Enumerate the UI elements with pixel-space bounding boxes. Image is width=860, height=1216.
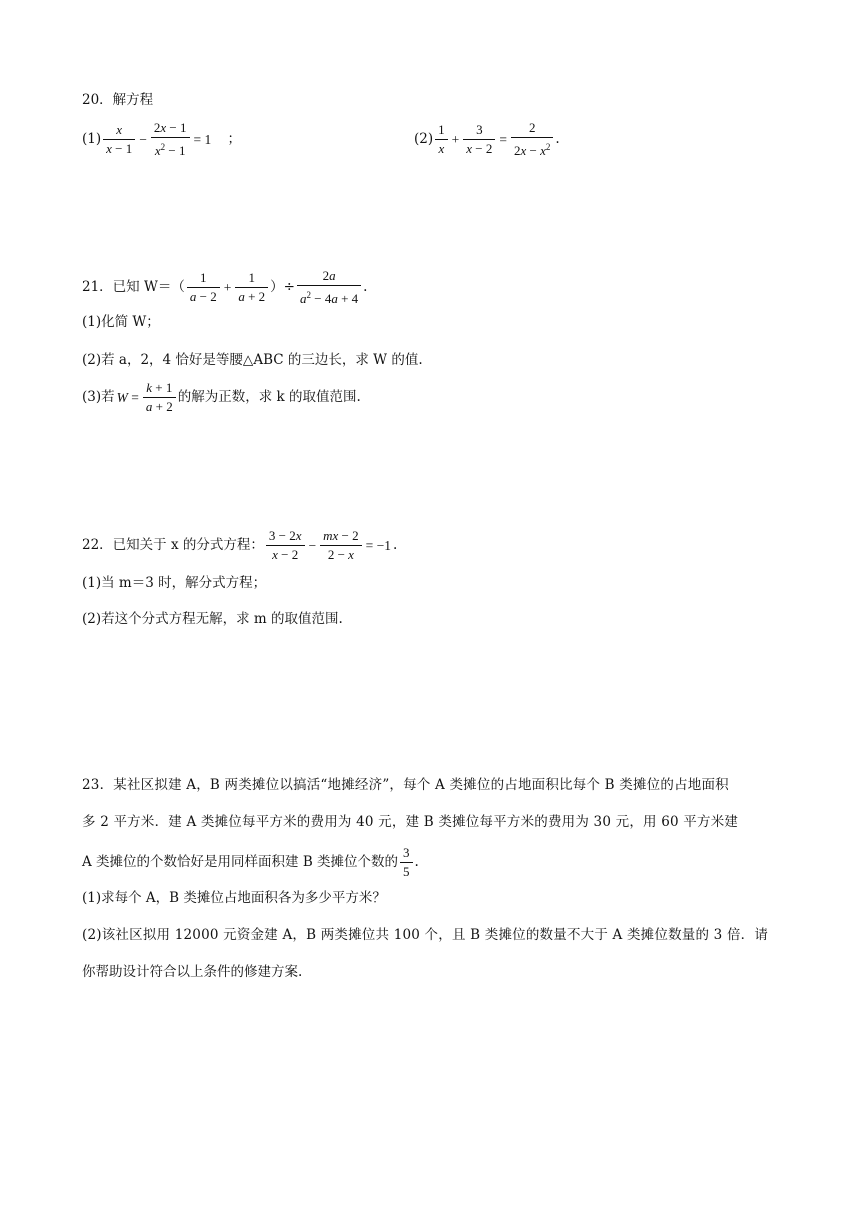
q20-part2-label: (2) bbox=[414, 131, 434, 147]
q21-s3-pre: (3)若 bbox=[82, 389, 115, 405]
q21-s2: (2)若 a，2，4 恰好是等腰△ABC 的三边长，求 W 的值. bbox=[82, 352, 423, 368]
q23-line2: 多 2 平方米．建 A 类摊位每平方米的费用为 40 元，建 B 类摊位每平方米的费用为 30 元，用 60 平方米建 bbox=[82, 814, 739, 830]
q21-intro-text: 21．已知 W＝（ bbox=[82, 279, 185, 295]
q23-s3: 你帮助设计符合以上条件的修建方案. bbox=[82, 964, 303, 980]
q21-close: ）÷ bbox=[270, 279, 295, 295]
q20-part2-end: . bbox=[555, 131, 560, 147]
fraction: $\frac{2x - 1}{x^2 - 1}$ bbox=[151, 120, 190, 159]
q22-s1: (1)当 m＝3 时，解分式方程； bbox=[82, 575, 267, 591]
q22-s2: (2)若这个分式方程无解，求 m 的取值范围. bbox=[82, 611, 343, 627]
fraction: $\frac{mx - 2}{2 - x}$ bbox=[320, 528, 362, 563]
q21-s3-post: 的解为正数，求 k 的取值范围. bbox=[177, 389, 361, 405]
q20-title: 20．解方程 bbox=[82, 92, 154, 108]
q23-line3: A 类摊位的个数恰好是用同样面积建 B 类摊位个数的 $\frac{3}{5}$ . bbox=[82, 845, 419, 879]
fraction: $\frac{1}{a - 2}$ bbox=[187, 270, 220, 305]
q20-part1: (1) $\frac{x}{x - 1}$ − $\frac{2x - 1}{x^2 - 1}$ = 1 ； bbox=[82, 120, 242, 158]
fraction: $\frac{2}{2x - x^2}$ bbox=[511, 120, 553, 159]
fraction: $\frac{3}{x - 2}$ bbox=[463, 122, 495, 157]
fraction: $\frac{2a}{a^2 - 4a + 4}$ bbox=[297, 268, 361, 307]
q23-s2: (2)该社区拟用 12000 元资金建 A，B 两类摊位共 100 个，且 B 类摊位的数量不大于 A 类摊位数量的 3 倍．请 bbox=[82, 927, 769, 943]
q21-intro: 21．已知 W＝（ $\frac{1}{a - 2}$ + $\frac{1}{a + 2}$ ）÷ $\frac{2a}{a^2 - 4a + 4}$ . bbox=[82, 268, 368, 306]
q21-s3: (3)若 W = $\frac{k + 1}{a + 2}$ 的解为正数，求 k 的取值范围. bbox=[82, 380, 361, 414]
q20-part1-label: (1) bbox=[82, 131, 102, 147]
q23-s1: (1)求每个 A，B 类摊位占地面积各为多少平方米？ bbox=[82, 890, 386, 906]
fraction: $\frac{k + 1}{a + 2}$ bbox=[143, 380, 176, 415]
q20-part1-sep: ； bbox=[227, 131, 242, 147]
q23-line1: 23．某社区拟建 A，B 两类摊位以搞活“地摊经济”，每个 A 类摊位的占地面积比每个 B 类摊位的占地面积 bbox=[82, 777, 729, 793]
q21-s1: (1)化简 W； bbox=[82, 314, 160, 330]
fraction: $\frac{x}{x - 1}$ bbox=[103, 122, 135, 157]
fraction: $\frac{3}{5}$ bbox=[400, 845, 413, 880]
q20-part2: (2) $\frac{1}{x}$ + $\frac{3}{x - 2}$ = $\frac{2}{2x - x^2}$ . bbox=[414, 120, 560, 158]
fraction: $\frac{1}{x}$ bbox=[435, 122, 448, 157]
q22-intro: 22．已知关于 x 的分式方程： $\frac{3 - 2x}{x - 2}$ − $\frac{mx - 2}{2 - x}$ = −1 . bbox=[82, 528, 398, 562]
q22-intro-text: 22．已知关于 x 的分式方程： bbox=[82, 537, 264, 553]
fraction: $\frac{1}{a + 2}$ bbox=[235, 270, 268, 305]
fraction: $\frac{3 - 2x}{x - 2}$ bbox=[266, 528, 305, 563]
q23-line3-text: A 类摊位的个数恰好是用同样面积建 B 类摊位个数的 bbox=[82, 854, 399, 870]
